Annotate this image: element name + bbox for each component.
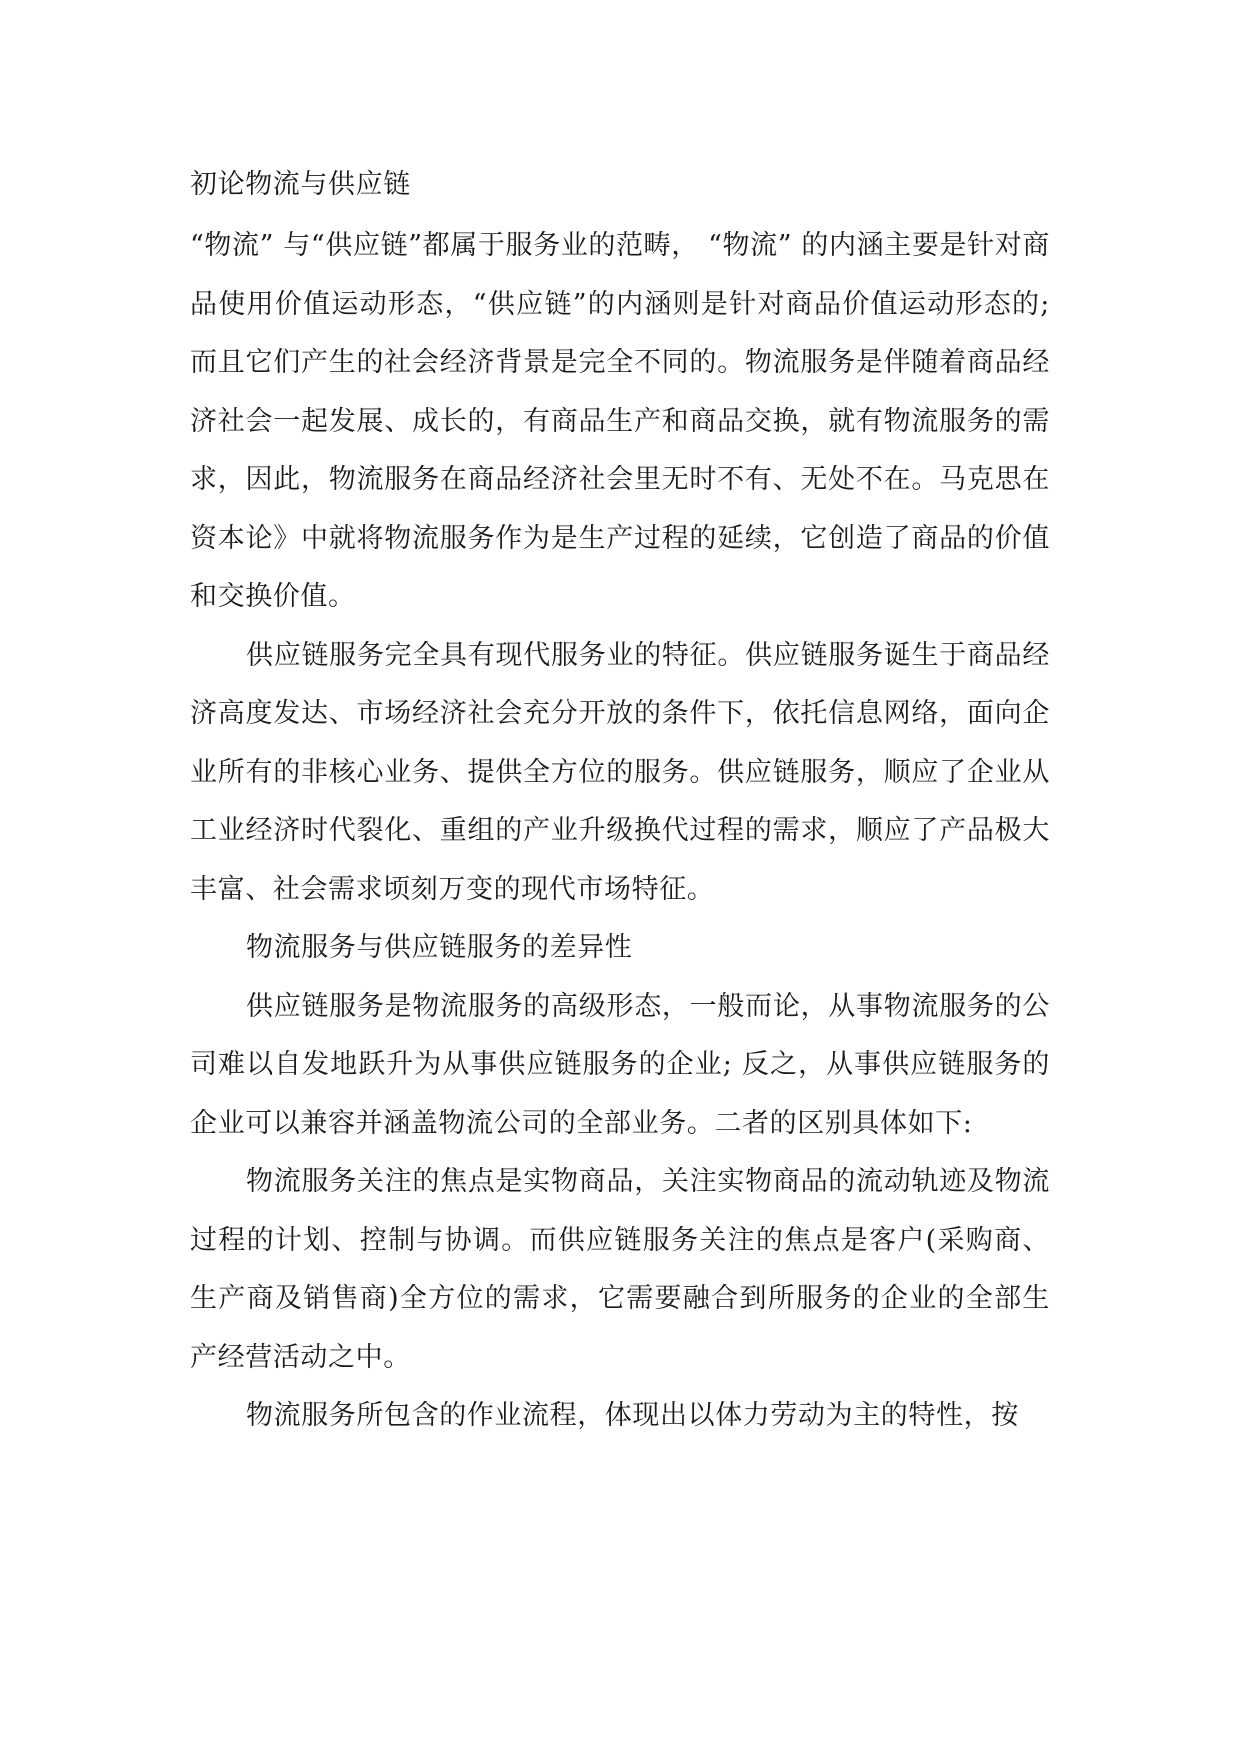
paragraph-section-heading-differences: 物流服务与供应链服务的差异性	[246, 932, 633, 963]
paragraph-focus-comparison: 物流服务关注的焦点是实物商品，关注实物商品的流动轨迹及物流过程的计划、控制与协调。而供应链服务关注的焦点是客户(采购商、生产商及销售商)全方位的需求，它需要融合到所服务的企业的全部生产经营活动之中。	[190, 1166, 1050, 1373]
paragraph-logistics-supply-chain-intro: “物流” 与“供应链”都属于服务业的范畴， “物流” 的内涵主要是针对商品使用价值运动形态，“供应链”的内涵则是针对商品价值运动形态的; 而且它们产生的社会经济背景是完全不同的。物流服务是伴随着商品经济社会一起发展、成长的，有商品生产和商品交换，就有物流服务的需求，因此，物流服务在商品经济社会里无时不有、无处不在。马克思在 资本论》中就将物流服务作为是生产过程的延续，它创造了商品的价值和交换价值。	[190, 230, 1050, 612]
paragraph-advanced-form: 供应链服务是物流服务的高级形态，一般而论，从事物流服务的公司难以自发地跃升为从事供应链服务的企业; 反之，从事供应链服务的企业可以兼容并涵盖物流公司的全部业务。二者的区别具体如下:	[190, 990, 1050, 1139]
document-title: 初论物流与供应链	[190, 169, 411, 200]
document-body	[190, 160, 1050, 1446]
paragraph-supply-chain-service-features: 供应链服务完全具有现代服务业的特征。供应链服务诞生于商品经济高度发达、市场经济社会充分开放的条件下，依托信息网络，面向企业所有的非核心业务、提供全方位的服务。供应链服务，顺应了企业从工业经济时代裂化、重组的产业升级换代过程的需求，顺应了产品极大丰富、社会需求顷刻万变的现代市场特征。	[190, 639, 1050, 905]
paragraph-workflow-start: 物流服务所包含的作业流程，体现出以体力劳动为主的特性，按	[246, 1400, 1019, 1431]
